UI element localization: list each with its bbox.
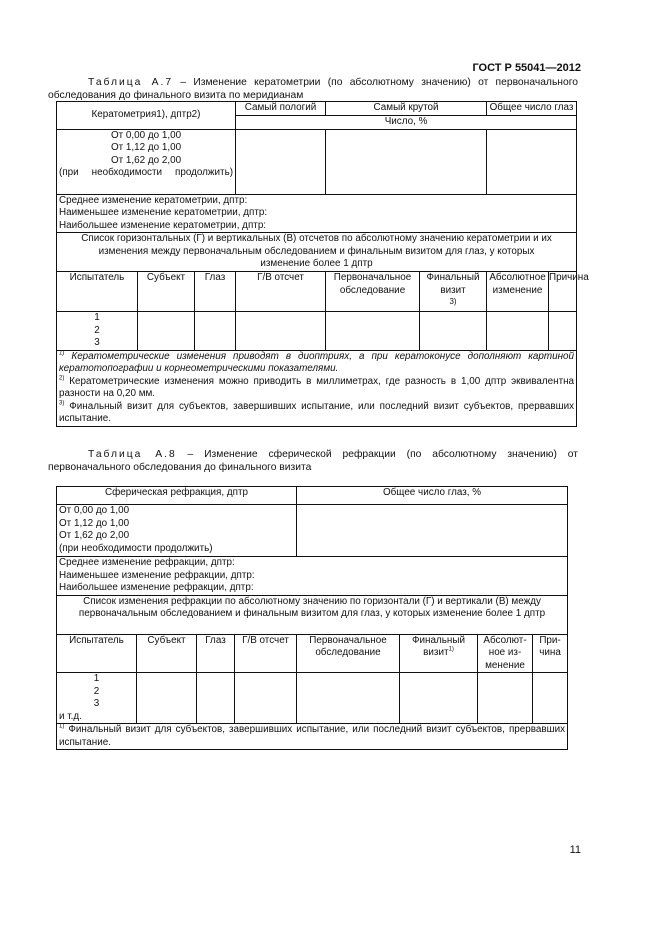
- col-final-visit: Финальный визит 3): [420, 272, 487, 312]
- col-initial-exam: Первоначальное обследование: [326, 272, 420, 312]
- col-reason: Причина: [549, 272, 577, 312]
- col-reason-a8: При-чина: [533, 634, 568, 673]
- col-abs-change-a8: Абсолют-ное из-менение: [478, 634, 533, 673]
- table-a8-footnote: $^{1)}$ Финальный визит для субъектов, завершивших испытание, или последний визит субъектов, прервавших испытание.: [57, 724, 568, 750]
- table-a7-footnotes: $^{1)}$ Кератометрические изменения приводят в диоптриях, а при кератоконусе дополняют картиной кератотопографии и корнеометрическими показателями. $^{2)}$ Кератометрические изменения можно приводить в миллиметрах, где разность в 1,00 дптр эквивалентна разности на 0,20 мм. $^{3)}$ Финальный визит для субъектов, завершивших испытание, или последний визит субъектов, прервавших испытание.: [57, 350, 577, 426]
- col-investigator-a8: Испытатель: [57, 634, 137, 673]
- unit-row: Число, %: [236, 116, 577, 130]
- table-a8-caption: [48, 448, 578, 474]
- col-eye: Глаз: [195, 272, 236, 312]
- col-initial-exam-a8: Первоначальное обследование: [297, 634, 400, 673]
- col-flattest: Самый пологий: [236, 102, 326, 116]
- col-refraction: Сферическая рефракция, дптр: [57, 487, 297, 505]
- table-a7-title: – Изменение кератометрии (по абсолютному значению) от первоначального обследования до финального визита по меридианам: [48, 77, 578, 101]
- table-a7-caption: [48, 76, 578, 102]
- col-subject-a8: Субъект: [137, 634, 197, 673]
- col-total-eyes-a8: Общее число глаз, %: [297, 487, 568, 505]
- page-number: 11: [569, 844, 581, 856]
- col-total-eyes: Общее число глаз: [487, 102, 577, 116]
- col-steepest: Самый крутой: [326, 102, 487, 116]
- keratometry-stats: Среднее изменение кератометрии, дптр: Наименьшее изменение кератометрии, дптр: Наибольшее изменение кератометрии, дптр:: [57, 194, 577, 233]
- keratometry-ranges: От 0,00 до 1,00 От 1,12 до 1,00 От 1,62 до 2,00 (при необходимости продолжить): [57, 129, 236, 194]
- col-final-visit-a8: Финальный визит$^{1)}$: [400, 634, 478, 673]
- list-title-a8: Список изменения рефракции по абсолютному значению по горизонтали (Г) и вертикали (В) между первоначальным обследованием и финальным визитом для глаз, у которых изменение более 1 дптр: [57, 595, 568, 634]
- col-hv-reading: Г/В отсчет: [236, 272, 326, 312]
- document-code: ГОСТ Р 55041—2012: [472, 62, 581, 74]
- table-a8-label: Таблица А.8: [88, 449, 177, 460]
- list-title-a7: Список горизонтальных (Г) и вертикальных (В) отсчетов по абсолютному значению кератометрии и их изменения между первоначальным обследованием и финальным визитом для глаз, у которых изменение более 1 дптр: [57, 233, 577, 272]
- col-abs-change: Абсолютное изменение: [487, 272, 549, 312]
- col-hv-reading-a8: Г/В отсчет: [235, 634, 297, 673]
- row-numbers-a8: 1 2 3 и т.д.: [57, 673, 137, 724]
- table-a8: [56, 486, 568, 750]
- row-numbers: 1 2 3: [57, 312, 138, 351]
- table-a8-title: – Изменение сферической рефракции (по абсолютному значению) от первоначального обследования до финального визита: [48, 449, 578, 473]
- col-subject: Субъект: [138, 272, 195, 312]
- refraction-stats: Среднее изменение рефракции, дптр: Наименьшее изменение рефракции, дптр: Наибольшее изменение рефракции, дптр:: [57, 557, 568, 596]
- col-investigator: Испытатель: [57, 272, 138, 312]
- table-a7: [56, 101, 589, 427]
- refraction-ranges: От 0,00 до 1,00 От 1,12 до 1,00 От 1,62 до 2,00 (при необходимости продолжить): [57, 505, 297, 557]
- table-a7-label: Таблица А.7: [88, 77, 174, 88]
- col-eye-a8: Глаз: [197, 634, 235, 673]
- keratometry-header: Кератометрия1), дптр2): [57, 102, 236, 130]
